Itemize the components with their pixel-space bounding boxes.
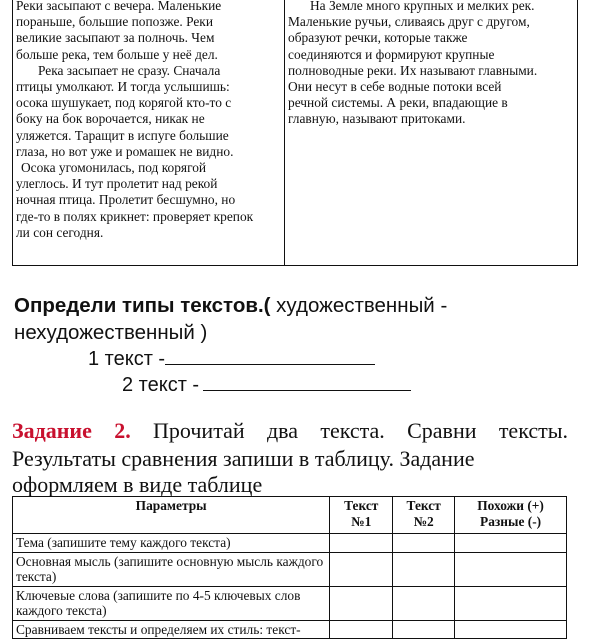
text-1-line: осока шушукает, под корягой кто-то с: [16, 95, 232, 111]
text-1-cell: [13, 0, 285, 265]
answer-1-label: 1 текст -: [88, 348, 166, 370]
row-style: Сравниваем тексты и определяем их стиль: текст-: [13, 620, 330, 639]
cell-blank[interactable]: [330, 586, 393, 620]
cell-blank[interactable]: [455, 534, 567, 553]
text-1-line: больше река, тем больше у неё дел.: [16, 46, 218, 62]
text-2-line: главную, называют притоками.: [288, 111, 466, 127]
answer-1-blank[interactable]: [165, 346, 375, 365]
answer-1-row: [88, 346, 375, 371]
header-text-2: Текст №2: [393, 497, 455, 534]
answer-2-row: [122, 372, 411, 397]
text-1-line: Осока угомонилась, под корягой: [21, 160, 207, 176]
text-1-line: глаза, но вот уже и ромашек не видно.: [16, 143, 234, 159]
cell-blank[interactable]: [330, 534, 393, 553]
header-text-1: Текст №1: [330, 497, 393, 534]
text-2-line: соединяются и формируют крупные: [288, 46, 495, 62]
row-main-idea: Основная мысль (запишите основную мысль каждого текста): [13, 552, 330, 586]
cell-blank[interactable]: [455, 586, 567, 620]
text-1-line: великие засыпают за полночь. Чем: [16, 30, 215, 46]
question-1-rest: художественный -: [270, 294, 448, 317]
task-2-label: Задание 2.: [12, 418, 131, 443]
answer-2-blank[interactable]: [203, 372, 411, 391]
text-2-line: речной системы. А реки, впадающие в: [288, 95, 508, 111]
row-topic: Тема (запишите тему каждого текста): [13, 534, 330, 553]
text-1-line: уляжется. Таращит в испуге большие: [16, 127, 229, 143]
cell-blank[interactable]: [393, 534, 455, 553]
cell-blank[interactable]: [330, 620, 393, 639]
row-keywords: Ключевые слова (запишите по 4-5 ключевых слов каждого текста): [13, 586, 330, 620]
text-2-cell: [285, 0, 577, 265]
text-2-line: образуют речки, которые также: [288, 30, 468, 46]
text-1-line: где-то в полях крикнет: проверяет крепок: [16, 208, 254, 224]
question-1-line2: нехудожественный ): [14, 321, 208, 344]
text-2-line: полноводные реки. Их называют главными.: [288, 62, 538, 78]
task-2-text: Прочитай два текста. Сравни тексты. Результаты сравнения запиши в таблицу. Задание: [12, 418, 568, 471]
text-1-line: пораньше, большие попозже. Реки: [16, 14, 213, 30]
text-1-line: ли сон сегодня.: [16, 224, 104, 240]
text-1-line: Реки засыпают с вечера. Маленькие: [16, 0, 222, 13]
header-parameters: Параметры: [13, 497, 330, 534]
cell-blank[interactable]: [393, 586, 455, 620]
cell-blank[interactable]: [455, 620, 567, 639]
header-similar-different: Похожи (+) Разные (-): [455, 497, 567, 534]
answer-2-label: 2 текст -: [122, 374, 200, 396]
texts-table: [12, 0, 578, 266]
text-2-line: Маленькие ручьи, сливаясь друг с другом,: [288, 14, 530, 30]
text-1-line: птицы умолкают. И тогда услышишь:: [16, 79, 230, 95]
text-1-line: боку на бок ворочается, никак не: [16, 111, 205, 127]
question-1: [14, 292, 584, 346]
text-2-line: Они несут в себе водные потоки всей: [288, 79, 502, 95]
text-2-line: На Земле много крупных и мелких рек.: [310, 0, 535, 13]
text-1-line: ночная птица. Пролетит бесшумно, но: [16, 192, 236, 208]
task-2-last-line: оформляем в виде таблице: [12, 472, 263, 497]
cell-blank[interactable]: [330, 552, 393, 586]
comparison-table: [12, 496, 567, 639]
question-1-bold: Определи типы текстов.(: [14, 294, 271, 317]
cell-blank[interactable]: [455, 552, 567, 586]
cell-blank[interactable]: [393, 620, 455, 639]
cell-blank[interactable]: [393, 552, 455, 586]
text-1-line: Река засыпает не сразу. Сначала: [38, 62, 221, 78]
task-2: [12, 417, 568, 499]
text-1-line: улеглось. И тут пролетит над рекой: [16, 176, 218, 192]
